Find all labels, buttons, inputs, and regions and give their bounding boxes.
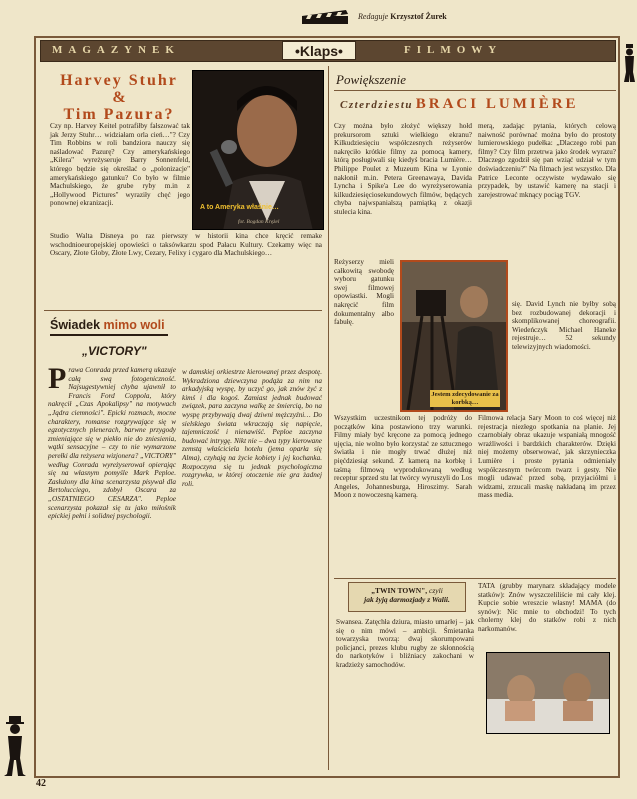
twin-town-title-sub: jak żyją darmozjady z Walii.	[364, 595, 450, 604]
lumiere-article-title	[340, 96, 579, 113]
lumiere-column-2-bottom: Filmowa relacja Sary Moon to coś więcej niż rejestracja niezłego spotkania na planie. Jej czarnobiały obraz ukazuje wspaniałą mnogość wrażliwości i bardzkich charakterów. Dzięki niej możemy obserwować, jak skrzynieczka Lumière i proste pytania odmieniały współczesnym twórcom twarz i gesty. Nie mogli udawać przed sobą, przyjaciółmi i widzami, zrzucali maskę nakładaną im przez mass media.	[478, 414, 616, 500]
man-with-hand-crank-camera-image	[402, 262, 506, 410]
stuhr-article-title	[50, 72, 188, 123]
twin-town-title-box	[348, 582, 466, 612]
lumiere-photo-caption: Jestem zdecydowanie za korbką…	[431, 391, 499, 406]
twin-town-title-name: „TWIN TOWN",	[371, 586, 428, 595]
lumiere-column-1-bottom: Wszystkim uczestnikom tej podróży do początków kina postawiono trzy warunki. Filmy miały być kręcone za pomocą jednego ujęcia, nie wolno było korzystać ze sztucznego światła i nie mogły trwać dłużej niż pięćdziesiąt sekund. Z kamerą na korbkę i taśmą filmową wyprodukowaną według receptur sprzed stu lat twórcy wyruszyli do Los Angeles, Johannesburga, Hiroszimy. Sarah Moon z nowoczesną kamerą.	[334, 414, 472, 500]
twin-town-title-czyli: czyli	[429, 586, 443, 595]
stuhr-title-line1: Harvey Stuhr	[60, 72, 178, 89]
swiadek-column-1-text: rawa Conrada przed kamerą ukazuje całą swą fotogeniczność. Najsugestywniej chyba ujawnił to Francis Ford Coppola, który nakręcił „Czas Apokalipsy" na motywach „Jądra ciemności". Epicki rozmach, mocne charaktery, romanse rozgrywające się w egzotycznych plenerach, barwne przygody zmieniające się w piekło nie do zniesienia, wątki sensacyjne – czy to nie wymarzone perełki dla reżysera wizjonera? „VICTORY" według Conrada wyreżyserował opierając się na własnym pomyśle Mark Peploe. Zasłużony dla kina scenarzysta pisywał dla Bertolucciego, zdobył Oscara za „OSTATNIEGO CESARZA". Peploe scenarzysta pokazał się tu jako miłośnik epickiej pełni i solidnej psychologii.	[48, 366, 177, 521]
swiadek-underline	[50, 334, 168, 336]
lumiere-column-2: merą, zadając pytania, których celową naiwność porównać można było do prostoty lumierowskiego pudełka: „Dlaczego robi pan filmy? Czy film przetrwa jako środek wyrazu? Dlaczego zgodził się pan wziąć udział w tym doświadczeniu?" Na filmach jest wszystko. Dla Patrice Leconte oczywiste wydawało się przypadek, by ustawić kamerę na stacji i zarejestrować mknący pociąg TGV.	[478, 122, 616, 199]
clapperboard-icon	[302, 10, 348, 24]
two-men-in-bathtub-image	[487, 653, 610, 734]
swiadek-column-1	[48, 362, 177, 521]
powiekszenie-rule	[334, 90, 616, 91]
chaplin-figure-icon	[4, 716, 26, 778]
victory-film-title: „VICTORY"	[82, 344, 147, 358]
drop-cap-p: P	[48, 362, 67, 395]
header-left-text: MAGAZYNEK	[52, 44, 180, 56]
stuhr-title-line2: &	[112, 89, 126, 106]
lumiere-column-2-lower: się. David Lynch nie byłby sobą bez rozbudowanej dekoracji i skomplikowanej choreografii. Wiedeńczyk Michael Haneke rejestruje… 52 sekundy telewizyjnych wiadomości.	[512, 300, 616, 351]
stuhr-title-line3: Tim Pazura?	[63, 106, 175, 123]
stuhr-photo-caption: A to Ameryka właśnie…	[200, 204, 279, 211]
powiekszenie-section-label: Powiększenie	[336, 72, 407, 87]
lumiere-column-1-lower: Reżyserzy mieli całkowitą swobodę wyboru gatunku swej filmowej opowiastki. Mogli nakręcić film dokumentalny albo fabułę.	[334, 258, 394, 327]
swiadek-heading	[50, 318, 165, 332]
twin-town-column-2: TATA (grubby marynarz składający modele statków): Znów wyszczeliliście mi cały klej. Kupcie sobie wreszcie własny! MAMA (do synów): Nic mnie to obchodzi! To tych cholerny klej do statków robi z nich narkomanów.	[478, 582, 616, 633]
editor-label: Redaguje	[358, 12, 389, 21]
swiadek-heading-word1: Świadek	[50, 318, 101, 332]
swiadek-heading-word2: mimo woli	[103, 318, 165, 332]
header-logo-klaps: •Klaps•	[282, 41, 356, 60]
page-number: 42	[36, 778, 46, 789]
twin-town-photo	[486, 652, 610, 734]
stuhr-article-body-continued: Studio Walta Disneya po raz pierwszy w historii kina chce kręcić remake wschodnioeuropejskiej opowieści o taksówkarzu spod Pałacu Kultury. Czekamy więc na Oscary, Złote Globy, Złote Lwy, Cezary, Felixy i cygaro dla Machulskiego…	[50, 232, 322, 258]
stuhr-photo-credit: fot. Bogdan Krężel	[238, 219, 280, 225]
swiadek-column-2: w damskiej orkiestrze kierowanej przez despotę. Wykradziona dziewczyna podąża za nim na arkadyjską wyspę, by uczyć go, jak znów żyć z kimś i dla kogoś. Zamiast jednak budować związek, para zaczyna walkę ze śmiercią, bo na wyspę przybywają dwaj dziwni mężczyźni… Do sielskiego świata wkraczają się napięcie, tajemniczość i nienawiść. Peploe zaczyna budować intrygę. Nikt nie – dwa typy kierowane zemstą właściciela hotelu (jema oparła się Alma), czyhają na życie kobiety i jej kochanka. Rozpoczyna się tu jednak psychologiczna rozgrywka, w której otoczenie nie gra żadnej roli.	[182, 368, 322, 488]
header-right-text: FILMOWY	[404, 44, 503, 56]
chaplin-figure-small-icon	[622, 44, 637, 84]
lumiere-column-1: Czy można było złożyć większy hołd prekursorom sztuki wielkiego ekranu? Kilkudziesięciu współczesnych reżyserów nakręciło krótkie filmy za pomocą kamery, którą posługiwali się kiedyś bracia Lumière… Philippe Poulet z Muzeum Kina w Lyonie nakłonił m.in. Petera Greenawaya, Davida Lyncha i Spike'a Lee do wyreżyserowania kilkudziesięciosekundowych filmów, będących chyba najwspanialszą pamiątką z okazji stulecia kina.	[334, 122, 472, 216]
lumiere-title-big: BRACI LUMIÈRE	[415, 96, 579, 112]
twin-town-column-1: Swansea. Zatęchła dziura, miasto umarłej – jak się o nim mówi – ambicji. Śmietanka towarzyska tworzą: dwaj skorumpowani policjanci, prezes klubu rugby ze skłonnością do narkotyków i bliźniacy zakochani w kradzieży samochodów.	[336, 618, 474, 669]
editor-credit	[358, 12, 447, 21]
lumiere-title-small: Czterdziestu	[340, 99, 414, 111]
editor-name: Krzysztof Żurek	[390, 12, 447, 21]
stuhr-article-body: Czy np. Harvey Keitel potrafiłby fałszować tak jak Jerzy Stuhr… widziałam orla cień…"? Czy Tim Robbins w roli bandziora nauczy się naśladować Pazurę? Czy amerykańskiego „Kilera" wyreżyseruje Barry Sonnenfeld, którego będzie się określać o „polonizacje" amerykańskiego gatunku? Co było w filmie Machulskiego, że grube ryby m.in z „Hollywood Pictures" wyraziły chęć jego ponownej ekranizacji.	[50, 122, 190, 208]
column-divider	[328, 66, 329, 770]
